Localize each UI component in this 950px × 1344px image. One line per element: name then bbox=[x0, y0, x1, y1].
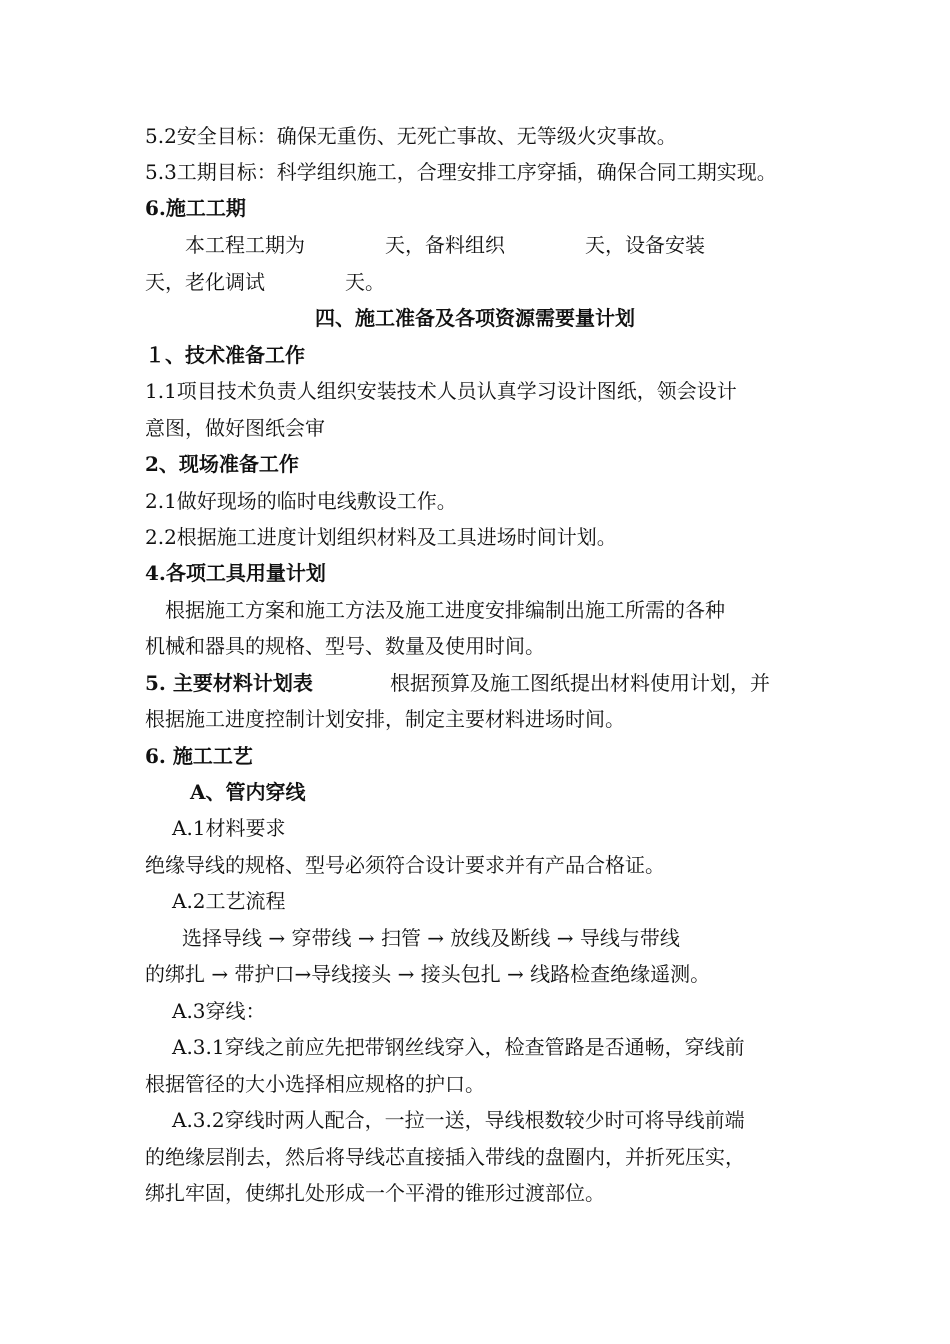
threading-a31-line-2: 根据管径的大小选择相应规格的护口。 bbox=[145, 1072, 485, 1096]
material-requirements-text: 绝缘导线的规格、型号必须符合设计要求并有产品合格证。 bbox=[145, 853, 665, 877]
period-line-2: 天，老化调试 天。 bbox=[145, 270, 385, 294]
heading-material-plan: 5. 主要材料计划表 bbox=[145, 671, 313, 695]
section-title: 四、施工准备及各项资源需要量计划 bbox=[315, 306, 635, 330]
heading-conduit-wiring: A、管内穿线 bbox=[190, 780, 306, 804]
safety-goal-line: 5.2安全目标：确保无重伤、无死亡事故、无等级火灾事故。 bbox=[145, 124, 677, 148]
heading-construction-craft: 6. 施工工艺 bbox=[145, 744, 253, 768]
period-line-1: 本工程工期为 天，备料组织 天，设备安装 bbox=[185, 233, 705, 257]
subheading-process-flow: A.2工艺流程 bbox=[172, 889, 286, 913]
process-flow-line-1: 选择导线 → 穿带线 → 扫管 → 放线及断线 → 导线与带线 bbox=[182, 926, 680, 950]
tool-plan-line-1: 根据施工方案和施工方法及施工进度安排编制出施工所需的各种 bbox=[165, 598, 725, 622]
threading-a31-line-1: A.3.1穿线之前应先把带钢丝线穿入，检查管路是否通畅，穿线前 bbox=[172, 1035, 745, 1059]
threading-a32-line-1: A.3.2穿线时两人配合，一拉一送，导线根数较少时可将导线前端 bbox=[172, 1108, 745, 1132]
tool-plan-line-2: 机械和器具的规格、型号、数量及使用时间。 bbox=[145, 634, 545, 658]
site-prep-line-2: 2.2根据施工进度计划组织材料及工具进场时间计划。 bbox=[145, 525, 617, 549]
threading-a32-line-2: 的绝缘层削去，然后将导线芯直接插入带线的盘圈内，并折死压实， bbox=[145, 1145, 745, 1169]
schedule-goal-line: 5.3工期目标：科学组织施工，合理安排工序穿插，确保合同工期实现。 bbox=[145, 160, 777, 184]
tech-prep-line-1: 1.1项目技术负责人组织安装技术人员认真学习设计图纸，领会设计 bbox=[145, 379, 737, 403]
material-plan-line-2: 根据施工进度控制计划安排，制定主要材料进场时间。 bbox=[145, 707, 625, 731]
heading-site-prep: 2、现场准备工作 bbox=[145, 452, 299, 476]
heading-construction-period: 6.施工工期 bbox=[145, 196, 246, 220]
heading-technical-prep: １、技术准备工作 bbox=[145, 343, 305, 367]
heading-tool-plan: 4.各项工具用量计划 bbox=[145, 561, 326, 585]
site-prep-line-1: 2.1做好现场的临时电线敷设工作。 bbox=[145, 489, 457, 513]
subheading-material-requirements: A.1材料要求 bbox=[172, 816, 286, 840]
tech-prep-line-2: 意图，做好图纸会审 bbox=[145, 416, 325, 440]
subheading-threading: A.3穿线： bbox=[172, 999, 266, 1023]
process-flow-line-2: 的绑扎 → 带护口→导线接头 → 接头包扎 → 线路检查绝缘遥测。 bbox=[145, 962, 711, 986]
threading-a32-line-3: 绑扎牢固，使绑扎处形成一个平滑的锥形过渡部位。 bbox=[145, 1181, 605, 1205]
material-plan-line-1: 根据预算及施工图纸提出材料使用计划，并 bbox=[390, 671, 770, 695]
